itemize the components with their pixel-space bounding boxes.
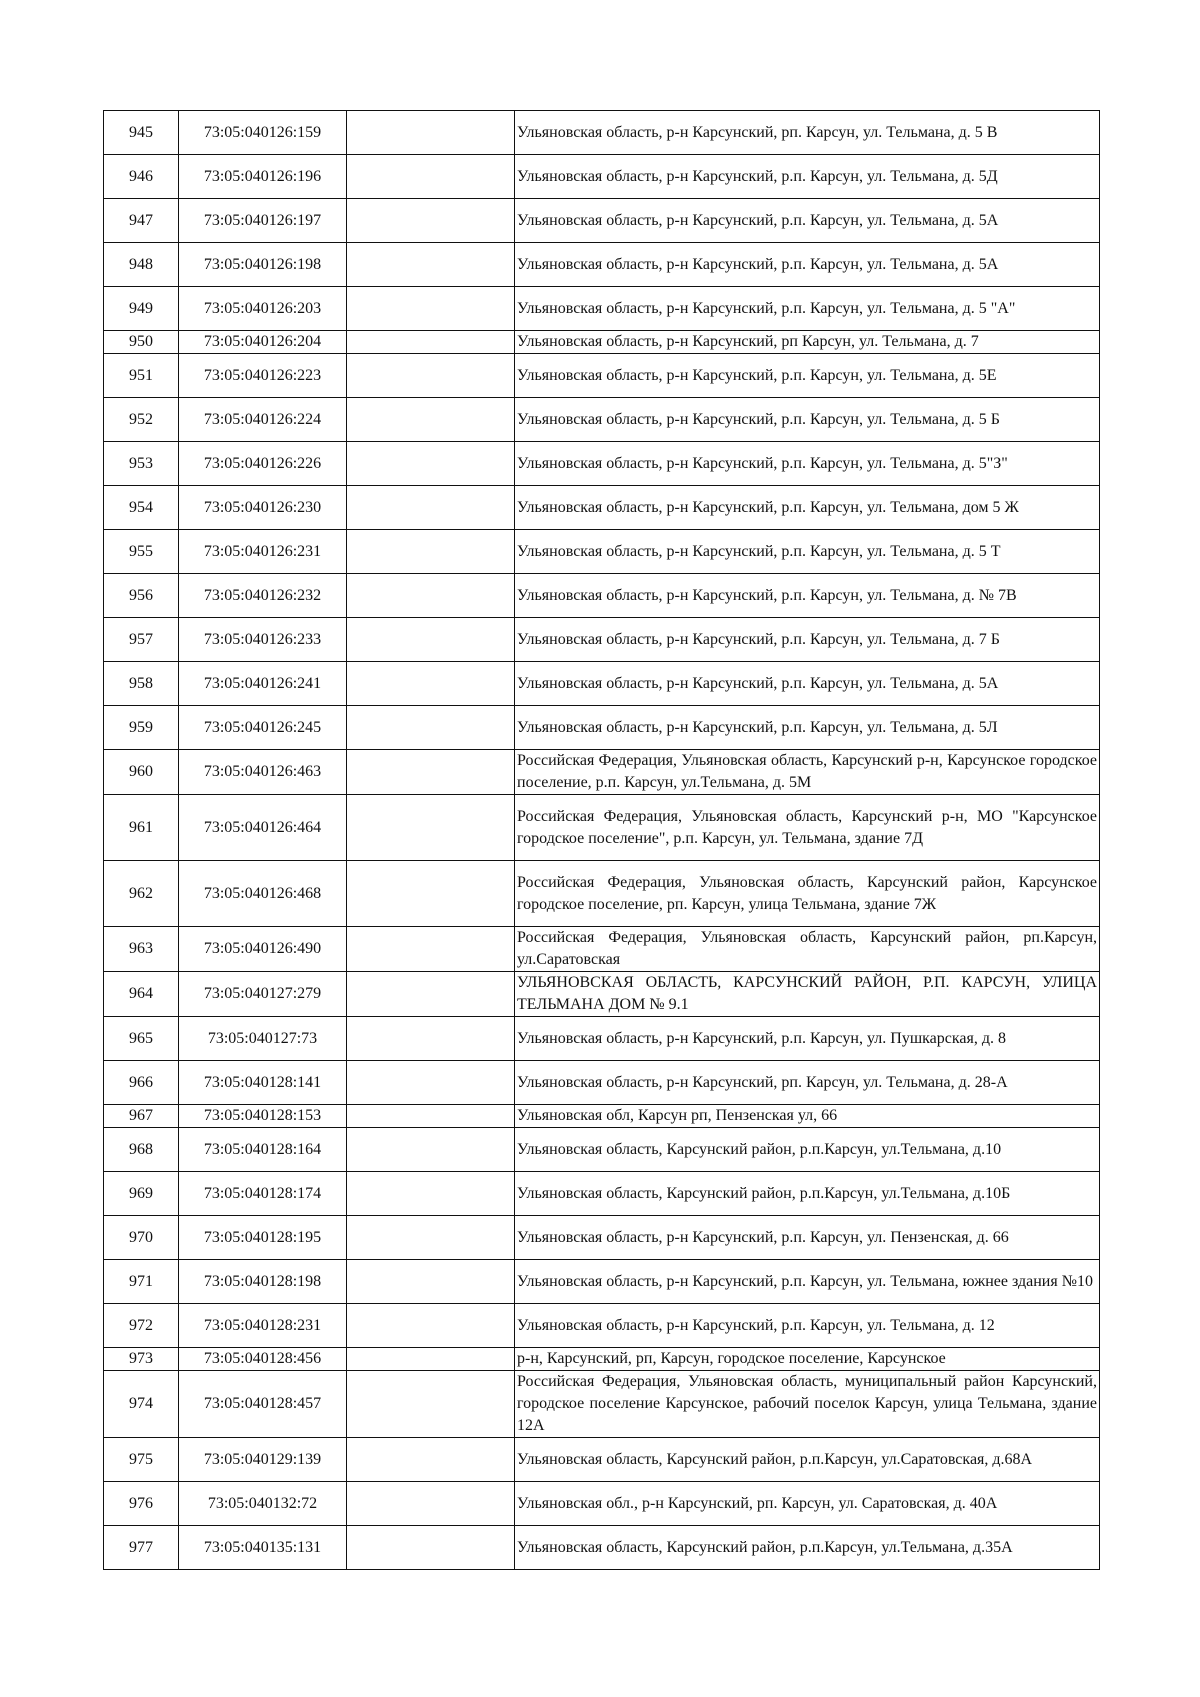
cadastral-number: 73:05:040132:72 bbox=[179, 1482, 347, 1526]
cadastral-number: 73:05:040128:164 bbox=[179, 1128, 347, 1172]
address-cell: Ульяновская область, р-н Карсунский, р.п. Карсун, ул. Тельмана, д. 5А bbox=[515, 243, 1100, 287]
address-cell: Ульяновская область, р-н Карсунский, р.п. Карсун, ул. Тельмана, д. 12 bbox=[515, 1304, 1100, 1348]
row-number: 977 bbox=[104, 1526, 179, 1570]
row-number: 955 bbox=[104, 530, 179, 574]
table-row bbox=[104, 111, 1100, 155]
cadastral-number: 73:05:040128:198 bbox=[179, 1260, 347, 1304]
empty-cell bbox=[347, 1017, 515, 1061]
empty-cell bbox=[347, 442, 515, 486]
address-cell: Российская Федерация, Ульяновская область, Карсунский р-н, МО "Карсунское городское поселение", р.п. Карсун, ул. Тельмана, здание 7Д bbox=[515, 795, 1100, 861]
row-number: 972 bbox=[104, 1304, 179, 1348]
empty-cell bbox=[347, 1172, 515, 1216]
table-row bbox=[104, 927, 1100, 972]
table-row bbox=[104, 618, 1100, 662]
row-number: 945 bbox=[104, 111, 179, 155]
cadastral-number: 73:05:040128:231 bbox=[179, 1304, 347, 1348]
table-row bbox=[104, 1371, 1100, 1438]
address-cell: Ульяновская область, Карсунский район, р.п.Карсун, ул.Тельмана, д.10 bbox=[515, 1128, 1100, 1172]
address-cell: Российская Федерация, Ульяновская область, Карсунский район, рп.Карсун, ул.Саратовская bbox=[515, 927, 1100, 972]
table-row bbox=[104, 1482, 1100, 1526]
row-number: 953 bbox=[104, 442, 179, 486]
cadastral-number: 73:05:040127:279 bbox=[179, 972, 347, 1017]
cadastral-number: 73:05:040128:195 bbox=[179, 1216, 347, 1260]
cadastral-number: 73:05:040129:139 bbox=[179, 1438, 347, 1482]
empty-cell bbox=[347, 331, 515, 354]
table-row bbox=[104, 1017, 1100, 1061]
table-row bbox=[104, 706, 1100, 750]
cadastral-number: 73:05:040126:232 bbox=[179, 574, 347, 618]
cadastral-number: 73:05:040127:73 bbox=[179, 1017, 347, 1061]
empty-cell bbox=[347, 398, 515, 442]
address-cell: Ульяновская область, р-н Карсунский, рп. Карсун, ул. Тельмана, д. 28-А bbox=[515, 1061, 1100, 1105]
table-row bbox=[104, 287, 1100, 331]
table-row bbox=[104, 972, 1100, 1017]
address-cell: Ульяновская область, р-н Карсунский, р.п. Карсун, ул. Тельмана, д. 5 Т bbox=[515, 530, 1100, 574]
empty-cell bbox=[347, 111, 515, 155]
table-row bbox=[104, 1216, 1100, 1260]
row-number: 962 bbox=[104, 861, 179, 927]
address-cell: Ульяновская область, Карсунский район, р.п.Карсун, ул.Тельмана, д.35А bbox=[515, 1526, 1100, 1570]
row-number: 957 bbox=[104, 618, 179, 662]
address-cell: Российская Федерация, Ульяновская область, Карсунский р-н, Карсунское городское поселение, р.п. Карсун, ул.Тельмана, д. 5М bbox=[515, 750, 1100, 795]
table-row bbox=[104, 486, 1100, 530]
cadastral-number: 73:05:040126:231 bbox=[179, 530, 347, 574]
cadastral-number: 73:05:040126:468 bbox=[179, 861, 347, 927]
table-row bbox=[104, 1348, 1100, 1371]
empty-cell bbox=[347, 1105, 515, 1128]
cadastral-number: 73:05:040128:174 bbox=[179, 1172, 347, 1216]
empty-cell bbox=[347, 927, 515, 972]
address-cell: Ульяновская область, р-н Карсунский, р.п. Карсун, ул. Тельмана, д. 7 Б bbox=[515, 618, 1100, 662]
empty-cell bbox=[347, 574, 515, 618]
address-cell: Ульяновская область, Карсунский район, р.п.Карсун, ул.Саратовская, д.68А bbox=[515, 1438, 1100, 1482]
empty-cell bbox=[347, 1348, 515, 1371]
empty-cell bbox=[347, 795, 515, 861]
table-row bbox=[104, 1061, 1100, 1105]
address-cell: Ульяновская область, р-н Карсунский, р.п. Карсун, ул. Тельмана, д. 5 Б bbox=[515, 398, 1100, 442]
table-row bbox=[104, 1105, 1100, 1128]
row-number: 952 bbox=[104, 398, 179, 442]
table-row bbox=[104, 750, 1100, 795]
empty-cell bbox=[347, 662, 515, 706]
table-row bbox=[104, 861, 1100, 927]
empty-cell bbox=[347, 155, 515, 199]
empty-cell bbox=[347, 1304, 515, 1348]
row-number: 976 bbox=[104, 1482, 179, 1526]
row-number: 949 bbox=[104, 287, 179, 331]
table-row bbox=[104, 354, 1100, 398]
cadastral-number: 73:05:040126:245 bbox=[179, 706, 347, 750]
table-row bbox=[104, 1438, 1100, 1482]
address-cell: р-н, Карсунский, рп, Карсун, городское поселение, Карсунское bbox=[515, 1348, 1100, 1371]
address-cell: Ульяновская область, р-н Карсунский, рп Карсун, ул. Тельмана, д. 7 bbox=[515, 331, 1100, 354]
address-cell: Ульяновская область, Карсунский район, р.п.Карсун, ул.Тельмана, д.10Б bbox=[515, 1172, 1100, 1216]
empty-cell bbox=[347, 972, 515, 1017]
cadastral-number: 73:05:040135:131 bbox=[179, 1526, 347, 1570]
address-cell: Ульяновская область, р-н Карсунский, р.п. Карсун, ул. Тельмана, д. № 7В bbox=[515, 574, 1100, 618]
address-cell: Ульяновская область, р-н Карсунский, р.п. Карсун, ул. Тельмана, д. 5А bbox=[515, 199, 1100, 243]
empty-cell bbox=[347, 1061, 515, 1105]
empty-cell bbox=[347, 1371, 515, 1438]
empty-cell bbox=[347, 706, 515, 750]
empty-cell bbox=[347, 354, 515, 398]
table-row bbox=[104, 795, 1100, 861]
empty-cell bbox=[347, 861, 515, 927]
row-number: 965 bbox=[104, 1017, 179, 1061]
cadastral-number: 73:05:040128:457 bbox=[179, 1371, 347, 1438]
cadastral-number: 73:05:040128:456 bbox=[179, 1348, 347, 1371]
table-row bbox=[104, 442, 1100, 486]
empty-cell bbox=[347, 530, 515, 574]
table-row bbox=[104, 530, 1100, 574]
empty-cell bbox=[347, 1526, 515, 1570]
cadastral-number: 73:05:040126:226 bbox=[179, 442, 347, 486]
empty-cell bbox=[347, 486, 515, 530]
cadastral-number: 73:05:040126:233 bbox=[179, 618, 347, 662]
address-cell: Ульяновская область, р-н Карсунский, р.п. Карсун, ул. Тельмана, д. 5 "А" bbox=[515, 287, 1100, 331]
empty-cell bbox=[347, 199, 515, 243]
cadastral-number: 73:05:040126:241 bbox=[179, 662, 347, 706]
table-row bbox=[104, 398, 1100, 442]
table-row bbox=[104, 155, 1100, 199]
row-number: 947 bbox=[104, 199, 179, 243]
address-cell: Ульяновская область, р-н Карсунский, р.п. Карсун, ул. Тельмана, д. 5А bbox=[515, 662, 1100, 706]
address-cell: Ульяновская область, р-н Карсунский, рп. Карсун, ул. Тельмана, д. 5 В bbox=[515, 111, 1100, 155]
address-cell: Ульяновская область, р-н Карсунский, р.п. Карсун, ул. Тельмана, д. 5"З" bbox=[515, 442, 1100, 486]
row-number: 966 bbox=[104, 1061, 179, 1105]
row-number: 959 bbox=[104, 706, 179, 750]
empty-cell bbox=[347, 287, 515, 331]
address-cell: Ульяновская область, р-н Карсунский, р.п. Карсун, ул. Тельмана, д. 5Л bbox=[515, 706, 1100, 750]
table-row bbox=[104, 1526, 1100, 1570]
table-row bbox=[104, 1128, 1100, 1172]
row-number: 969 bbox=[104, 1172, 179, 1216]
address-cell: Ульяновская область, р-н Карсунский, р.п. Карсун, ул. Тельмана, д. 5Д bbox=[515, 155, 1100, 199]
cadastral-number: 73:05:040126:198 bbox=[179, 243, 347, 287]
row-number: 956 bbox=[104, 574, 179, 618]
table-row bbox=[104, 1172, 1100, 1216]
register-table-body bbox=[104, 111, 1100, 1570]
cadastral-number: 73:05:040126:224 bbox=[179, 398, 347, 442]
row-number: 970 bbox=[104, 1216, 179, 1260]
row-number: 971 bbox=[104, 1260, 179, 1304]
table-row bbox=[104, 1260, 1100, 1304]
address-cell: Ульяновская область, р-н Карсунский, р.п. Карсун, ул. Пушкарская, д. 8 bbox=[515, 1017, 1100, 1061]
empty-cell bbox=[347, 1260, 515, 1304]
row-number: 975 bbox=[104, 1438, 179, 1482]
address-cell: УЛЬЯНОВСКАЯ ОБЛАСТЬ, КАРСУНСКИЙ РАЙОН, Р.П. КАРСУН, УЛИЦА ТЕЛЬМАНА ДОМ № 9.1 bbox=[515, 972, 1100, 1017]
row-number: 946 bbox=[104, 155, 179, 199]
table-row bbox=[104, 1304, 1100, 1348]
cadastral-number: 73:05:040126:203 bbox=[179, 287, 347, 331]
cadastral-number: 73:05:040126:196 bbox=[179, 155, 347, 199]
row-number: 958 bbox=[104, 662, 179, 706]
cadastral-number: 73:05:040126:204 bbox=[179, 331, 347, 354]
address-cell: Ульяновская область, р-н Карсунский, р.п. Карсун, ул. Тельмана, южнее здания №10 bbox=[515, 1260, 1100, 1304]
row-number: 960 bbox=[104, 750, 179, 795]
empty-cell bbox=[347, 1216, 515, 1260]
table-row bbox=[104, 243, 1100, 287]
table-row bbox=[104, 331, 1100, 354]
cadastral-number: 73:05:040126:490 bbox=[179, 927, 347, 972]
table-row bbox=[104, 574, 1100, 618]
row-number: 950 bbox=[104, 331, 179, 354]
row-number: 948 bbox=[104, 243, 179, 287]
empty-cell bbox=[347, 1438, 515, 1482]
empty-cell bbox=[347, 750, 515, 795]
row-number: 967 bbox=[104, 1105, 179, 1128]
empty-cell bbox=[347, 1482, 515, 1526]
empty-cell bbox=[347, 1128, 515, 1172]
address-cell: Ульяновская область, р-н Карсунский, р.п. Карсун, ул. Тельмана, д. 5Е bbox=[515, 354, 1100, 398]
address-cell: Ульяновская обл., р-н Карсунский, рп. Карсун, ул. Саратовская, д. 40А bbox=[515, 1482, 1100, 1526]
row-number: 974 bbox=[104, 1371, 179, 1438]
register-table bbox=[103, 110, 1100, 1570]
row-number: 968 bbox=[104, 1128, 179, 1172]
row-number: 963 bbox=[104, 927, 179, 972]
row-number: 973 bbox=[104, 1348, 179, 1371]
table-row bbox=[104, 199, 1100, 243]
cadastral-number: 73:05:040128:153 bbox=[179, 1105, 347, 1128]
cadastral-number: 73:05:040126:464 bbox=[179, 795, 347, 861]
address-cell: Ульяновская область, р-н Карсунский, р.п. Карсун, ул. Тельмана, дом 5 Ж bbox=[515, 486, 1100, 530]
empty-cell bbox=[347, 618, 515, 662]
address-cell: Ульяновская область, р-н Карсунский, р.п. Карсун, ул. Пензенская, д. 66 bbox=[515, 1216, 1100, 1260]
row-number: 954 bbox=[104, 486, 179, 530]
row-number: 964 bbox=[104, 972, 179, 1017]
empty-cell bbox=[347, 243, 515, 287]
address-cell: Российская Федерация, Ульяновская область, муниципальный район Карсунский, городское поселение Карсунское, рабочий поселок Карсун, улица Тельмана, здание 12А bbox=[515, 1371, 1100, 1438]
cadastral-number: 73:05:040128:141 bbox=[179, 1061, 347, 1105]
cadastral-number: 73:05:040126:230 bbox=[179, 486, 347, 530]
address-cell: Российская Федерация, Ульяновская область, Карсунский район, Карсунское городское поселение, рп. Карсун, улица Тельмана, здание 7Ж bbox=[515, 861, 1100, 927]
address-cell: Ульяновская обл, Карсун рп, Пензенская ул, 66 bbox=[515, 1105, 1100, 1128]
cadastral-number: 73:05:040126:197 bbox=[179, 199, 347, 243]
cadastral-number: 73:05:040126:463 bbox=[179, 750, 347, 795]
row-number: 961 bbox=[104, 795, 179, 861]
table-row bbox=[104, 662, 1100, 706]
cadastral-number: 73:05:040126:223 bbox=[179, 354, 347, 398]
cadastral-number: 73:05:040126:159 bbox=[179, 111, 347, 155]
row-number: 951 bbox=[104, 354, 179, 398]
